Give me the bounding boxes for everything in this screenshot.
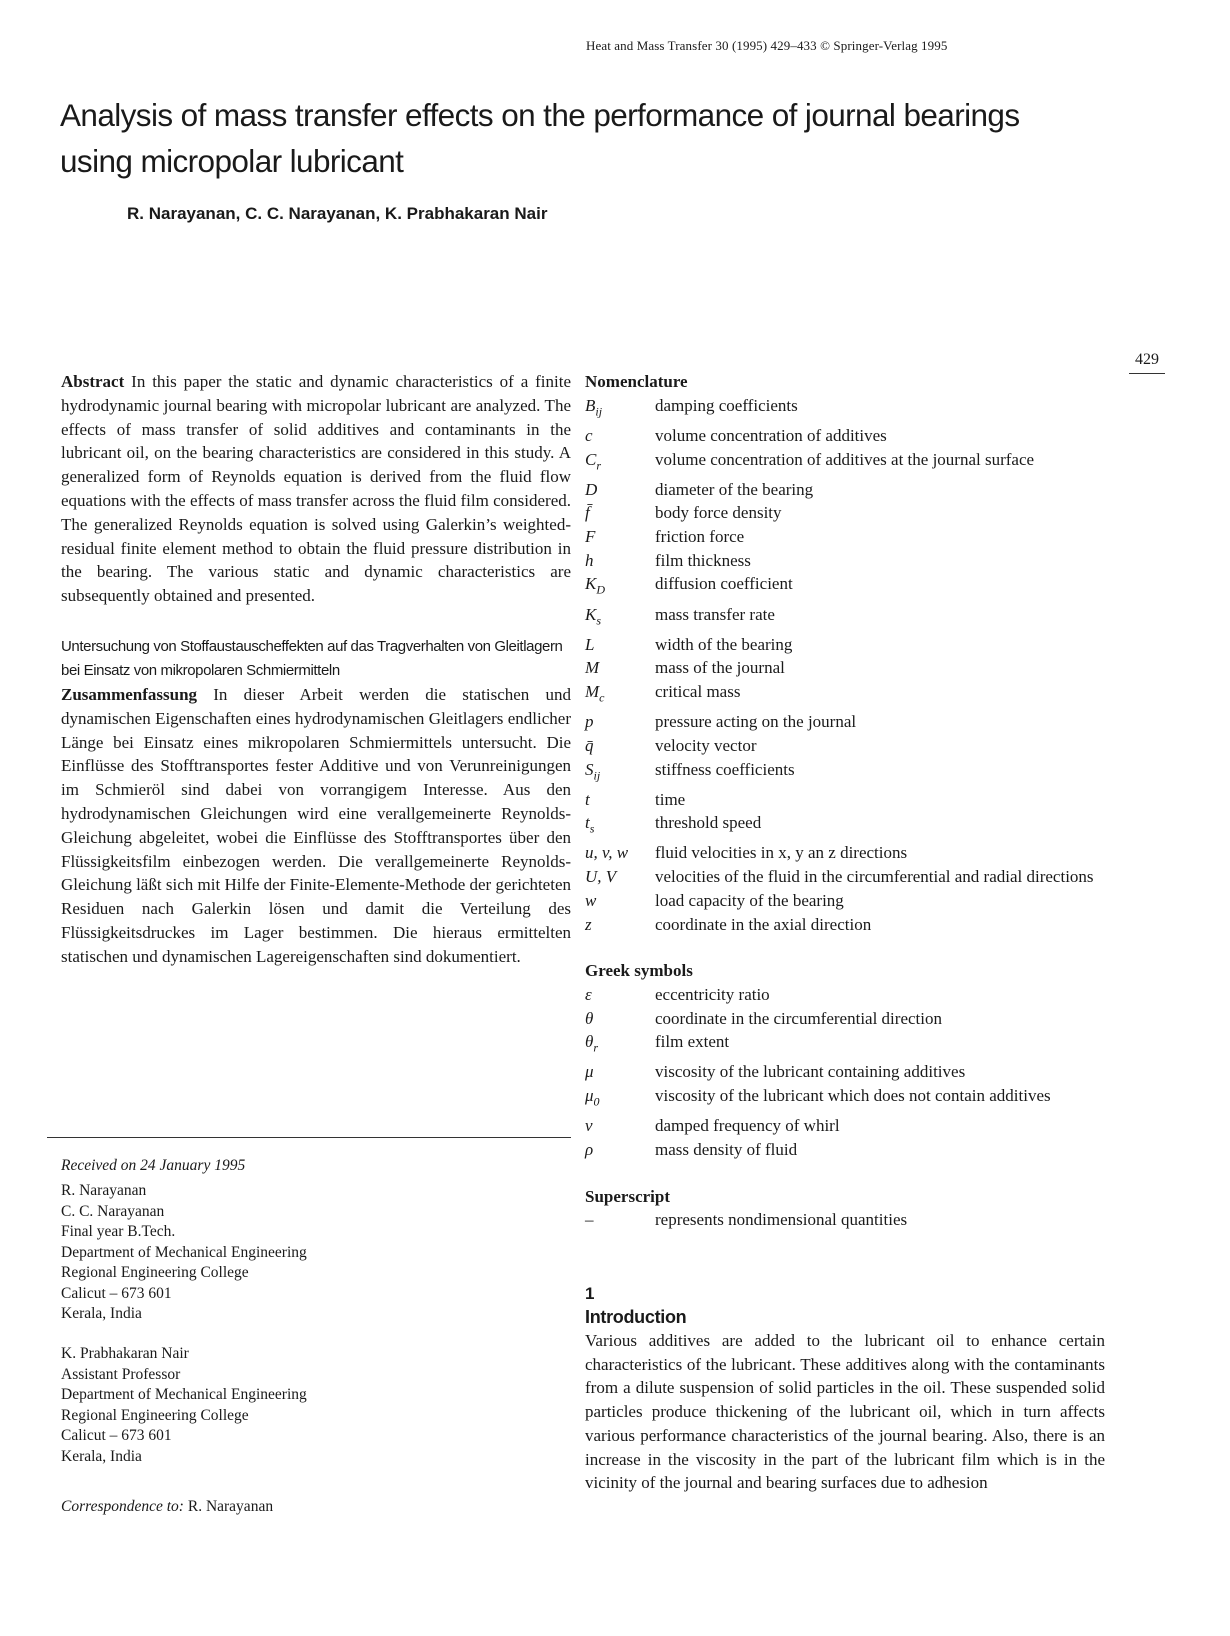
nomenclature-row	[585, 734, 1105, 758]
symbol-base: S	[585, 759, 594, 779]
symbol-base: K	[585, 604, 597, 624]
symbol-definition: mass density of fluid	[655, 1139, 798, 1159]
address-line: Kerala, India	[61, 1447, 142, 1465]
nomenclature-row	[585, 424, 1105, 448]
symbol-definition: damped frequency of whirl	[655, 1116, 840, 1136]
address-line: K. Prabhakaran Nair	[61, 1345, 189, 1362]
symbol-base: w	[585, 890, 597, 910]
nomenclature-row	[585, 1114, 1105, 1138]
symbol-definition: damping coefficients	[655, 395, 798, 415]
nomenclature-row	[585, 1030, 1105, 1060]
symbol-base: B	[585, 395, 596, 415]
symbol-definition: diffusion coefficient	[655, 574, 793, 594]
nomenclature-row	[585, 865, 1105, 889]
symbol-base: t	[585, 813, 590, 833]
symbol-definition: film extent	[655, 1032, 730, 1052]
symbol	[585, 525, 655, 549]
symbol-definition: pressure acting on the journal	[655, 712, 857, 732]
symbol-definition: eccentricity ratio	[655, 984, 770, 1004]
german-abstract	[61, 683, 571, 969]
address-line: C. C. Narayanan	[61, 1202, 165, 1220]
nomenclature-row	[585, 448, 1105, 478]
author-list: R. Narayanan, C. C. Narayanan, K. Prabhakaran Nair	[127, 204, 548, 223]
symbol-definition: mass of the journal	[655, 658, 785, 678]
symbol-base: f̄	[585, 503, 590, 523]
symbol-base: F	[585, 527, 596, 546]
symbol-definition: body force density	[655, 503, 782, 523]
symbol	[585, 710, 655, 734]
symbol-base: μ	[585, 1086, 594, 1106]
address-line: Department of Mechanical Engineering	[61, 1386, 307, 1403]
symbol-subscript: r	[593, 1040, 599, 1055]
symbol	[585, 913, 655, 937]
symbol-subscript: r	[596, 457, 602, 472]
nomenclature-row	[585, 1060, 1105, 1084]
symbol	[585, 841, 655, 865]
symbol-base: ρ	[585, 1139, 594, 1159]
nomenclature-row	[585, 572, 1105, 602]
symbol-subscript: ij	[593, 767, 601, 782]
symbol-base: L	[585, 634, 595, 654]
symbol-base: u, v, w	[585, 843, 629, 863]
nomenclature-row	[585, 680, 1105, 710]
nomenclature-row	[585, 983, 1105, 1007]
abstract-text: In this paper the static and dynamic characteristics of a finite hydrodynamic journal bearing with micropolar lubricant are analyzed. The effects of mass transfer of solid additives and contaminants in the lubricant oil, on the bearing characteristics are considered in this study. A generalized form of Reynolds equation is derived from the fluid flow equations with the effects of mass transfer across the fluid film considered. The generalized Reynolds equation is solved using Galerkin’s weighted-residual finite element method to obtain the fluid pressure distribution in the bearing. The various static and dynamic characteristics are subsequently obtained and presented.	[61, 372, 571, 606]
section-number: 1	[585, 1284, 595, 1304]
symbol	[585, 1060, 655, 1084]
symbol-definition: threshold speed	[655, 813, 762, 833]
symbol	[585, 448, 655, 478]
nomenclature-row	[585, 656, 1105, 680]
symbol-definition: velocities of the fluid in the circumferential and radial directions	[655, 867, 1094, 887]
footnote-divider	[47, 1137, 571, 1138]
superscript-list	[585, 1208, 1105, 1232]
symbol-definition: film thickness	[655, 550, 751, 570]
symbol-definition: friction force	[655, 527, 745, 546]
symbol-base: p	[585, 712, 594, 732]
symbol-definition: mass transfer rate	[655, 604, 775, 624]
symbol-base: C	[585, 449, 597, 469]
nomenclature-list	[585, 394, 1105, 937]
received-date: Received on 24 January 1995	[61, 1157, 246, 1174]
symbol-definition: diameter of the bearing	[655, 479, 814, 499]
symbol	[585, 549, 655, 573]
greek-symbols-heading: Greek symbols	[585, 961, 693, 981]
symbol	[585, 758, 655, 788]
address-line: Kerala, India	[61, 1305, 142, 1322]
address-line: Assistant Professor	[61, 1365, 181, 1383]
symbol-base: z	[585, 914, 592, 934]
abstract-label: Abstract	[61, 372, 125, 391]
symbol	[585, 656, 655, 680]
symbol-base: μ	[585, 1062, 594, 1082]
symbol	[585, 501, 655, 525]
symbol-subscript: s	[596, 612, 602, 627]
symbol-definition: coordinate in the axial direction	[655, 914, 872, 934]
nomenclature-row	[585, 758, 1105, 788]
nomenclature-row	[585, 549, 1105, 573]
german-title: Untersuchung von Stoffaustauscheffekten auf das Tragverhalten von Gleitlagern bei Einsatz von mikropolaren Schmiermitteln	[61, 637, 563, 679]
nomenclature-row	[585, 1084, 1105, 1114]
author-address-block-2	[61, 1344, 307, 1467]
nomenclature-row	[585, 633, 1105, 657]
nomenclature-row	[585, 841, 1105, 865]
symbol-base: M	[585, 682, 600, 701]
symbol	[585, 394, 655, 424]
symbol	[585, 788, 655, 812]
symbol-subscript: c	[599, 690, 605, 705]
symbol-base: ν	[585, 1116, 593, 1136]
symbol-subscript: D	[596, 582, 606, 597]
nomenclature-row	[585, 501, 1105, 525]
symbol	[585, 478, 655, 502]
symbol-definition: stiffness coefficients	[655, 759, 795, 779]
symbol-base: θ	[585, 1032, 594, 1052]
symbol-definition: load capacity of the bearing	[655, 890, 844, 910]
symbol	[585, 1030, 655, 1060]
address-line: Regional Engineering College	[61, 1264, 249, 1281]
nomenclature-row	[585, 1007, 1105, 1031]
symbol-definition: volume concentration of additives	[655, 425, 887, 445]
symbol	[585, 983, 655, 1007]
nomenclature-row	[585, 603, 1105, 633]
nomenclature-row	[585, 710, 1105, 734]
symbol-definition: velocity vector	[655, 735, 757, 755]
page-number: 429	[1129, 351, 1165, 374]
correspondence-name: R. Narayanan	[187, 1498, 274, 1515]
symbol-subscript: ij	[595, 404, 603, 419]
symbol-base: D	[585, 479, 598, 499]
symbol-subscript: s	[589, 821, 595, 836]
section-title-introduction: Introduction	[585, 1307, 687, 1328]
symbol-definition: volume concentration of additives at the journal surface	[655, 449, 1035, 469]
symbol	[585, 865, 655, 889]
symbol	[585, 1138, 655, 1162]
symbol-definition: represents nondimensional quantities	[655, 1210, 908, 1230]
address-line: Final year B.Tech.	[61, 1223, 176, 1240]
paper-title: Analysis of mass transfer effects on the performance of journal bearings using micropolar lubricant	[60, 97, 1020, 179]
symbol	[585, 1114, 655, 1138]
address-line: Regional Engineering College	[61, 1406, 249, 1424]
nomenclature-row	[585, 788, 1105, 812]
nomenclature-row	[585, 1138, 1105, 1162]
german-abstract-text: In dieser Arbeit werden die statischen und dynamischen Eigenschaften eines hydrodynamischen Gleitlagers endlicher Länge bei Einsatz eines mikropolaren Schmiermittels untersucht. Die Einflüsse des Stofftransportes fester Additive und von Verunreinigungen im Schmieröl sind dabei von vorrangigem Interesse. Aus den hydrodynamischen Gleichungen wird eine verallgemeinerte Reynolds-Gleichung abgeleitet, wobei die Einflüsse des Stofftransportes über den Flüssigkeitsfilm einbezogen werden. Die verallgemeinerte Reynolds-Gleichung läßt sich mit Hilfe der Finite-Elemente-Methode der gerichteten Residuen nach Galerkin lösen und damit die Verteilung des Flüssigkeitsdruckes im Lager bestimmen. Die hieraus ermittelten statischen und dynamischen Lagereigenschaften sind dokumentiert.	[61, 684, 572, 966]
nomenclature-row	[585, 394, 1105, 424]
address-line: R. Narayanan	[61, 1182, 147, 1199]
author-address-block-1	[61, 1181, 307, 1325]
symbol-base: t	[585, 789, 590, 809]
symbol	[585, 572, 655, 602]
german-abstract-label: Zusammenfassung	[61, 684, 198, 704]
symbol-definition: width of the bearing	[655, 634, 793, 654]
symbol-definition: fluid velocities in x, y an z directions	[655, 843, 908, 863]
journal-citation: Heat and Mass Transfer 30 (1995) 429–433 © Springer-Verlag 1995	[586, 38, 948, 53]
address-line: Department of Mechanical Engineering	[61, 1243, 307, 1261]
symbol-base: –	[585, 1210, 594, 1230]
symbol	[585, 424, 655, 448]
abstract	[61, 370, 571, 608]
correspondence-label: Correspondence to:	[61, 1498, 184, 1515]
nomenclature-row	[585, 525, 1105, 549]
right-column	[585, 370, 1105, 1495]
introduction-text: Various additives are added to the lubricant oil to enhance certain characteristics of the lubricant. These additives along with the contaminants from a dilute suspension of solid particles in the oil. These suspended solid particles produce thickening of the lubricant oil, which in turn affects various performance characteristics of the journal bearing. Also, there is an increase in the viscosity in the part of the lubricant film which is in the vicinity of the journal and bearing surfaces due to adhesion	[585, 1331, 1105, 1493]
symbol	[585, 889, 655, 913]
nomenclature-row	[585, 478, 1105, 502]
symbol-base: θ	[585, 1008, 594, 1028]
symbol	[585, 633, 655, 657]
left-column	[61, 370, 571, 969]
nomenclature-row	[585, 811, 1105, 841]
correspondence	[61, 1498, 273, 1516]
nomenclature-heading: Nomenclature	[585, 372, 688, 391]
symbol-definition: viscosity of the lubricant containing additives	[655, 1062, 966, 1082]
symbol	[585, 811, 655, 841]
symbol-subscript: 0	[593, 1094, 600, 1109]
symbol-definition: viscosity of the lubricant which does not contain additives	[655, 1086, 1051, 1106]
symbol-base: ε	[585, 984, 592, 1004]
symbol-base: U, V	[585, 867, 617, 887]
symbol	[585, 1208, 655, 1232]
symbol-definition: time	[655, 789, 686, 809]
address-line: Calicut – 673 601	[61, 1284, 172, 1302]
greek-symbols-list	[585, 983, 1105, 1162]
symbol	[585, 1007, 655, 1031]
symbol-definition: coordinate in the circumferential direction	[655, 1008, 942, 1028]
symbol-base: c	[585, 425, 593, 445]
symbol-base: q̄	[585, 735, 594, 755]
symbol-definition: critical mass	[655, 682, 741, 701]
symbol-base: M	[585, 658, 600, 678]
nomenclature-row	[585, 913, 1105, 937]
symbol	[585, 734, 655, 758]
nomenclature-row	[585, 1208, 1105, 1232]
symbol-base: h	[585, 550, 594, 570]
superscript-heading: Superscript	[585, 1186, 670, 1206]
symbol	[585, 603, 655, 633]
symbol-base: K	[585, 574, 597, 594]
nomenclature-row	[585, 889, 1105, 913]
symbol	[585, 1084, 655, 1114]
address-line: Calicut – 673 601	[61, 1427, 172, 1444]
symbol	[585, 680, 655, 710]
